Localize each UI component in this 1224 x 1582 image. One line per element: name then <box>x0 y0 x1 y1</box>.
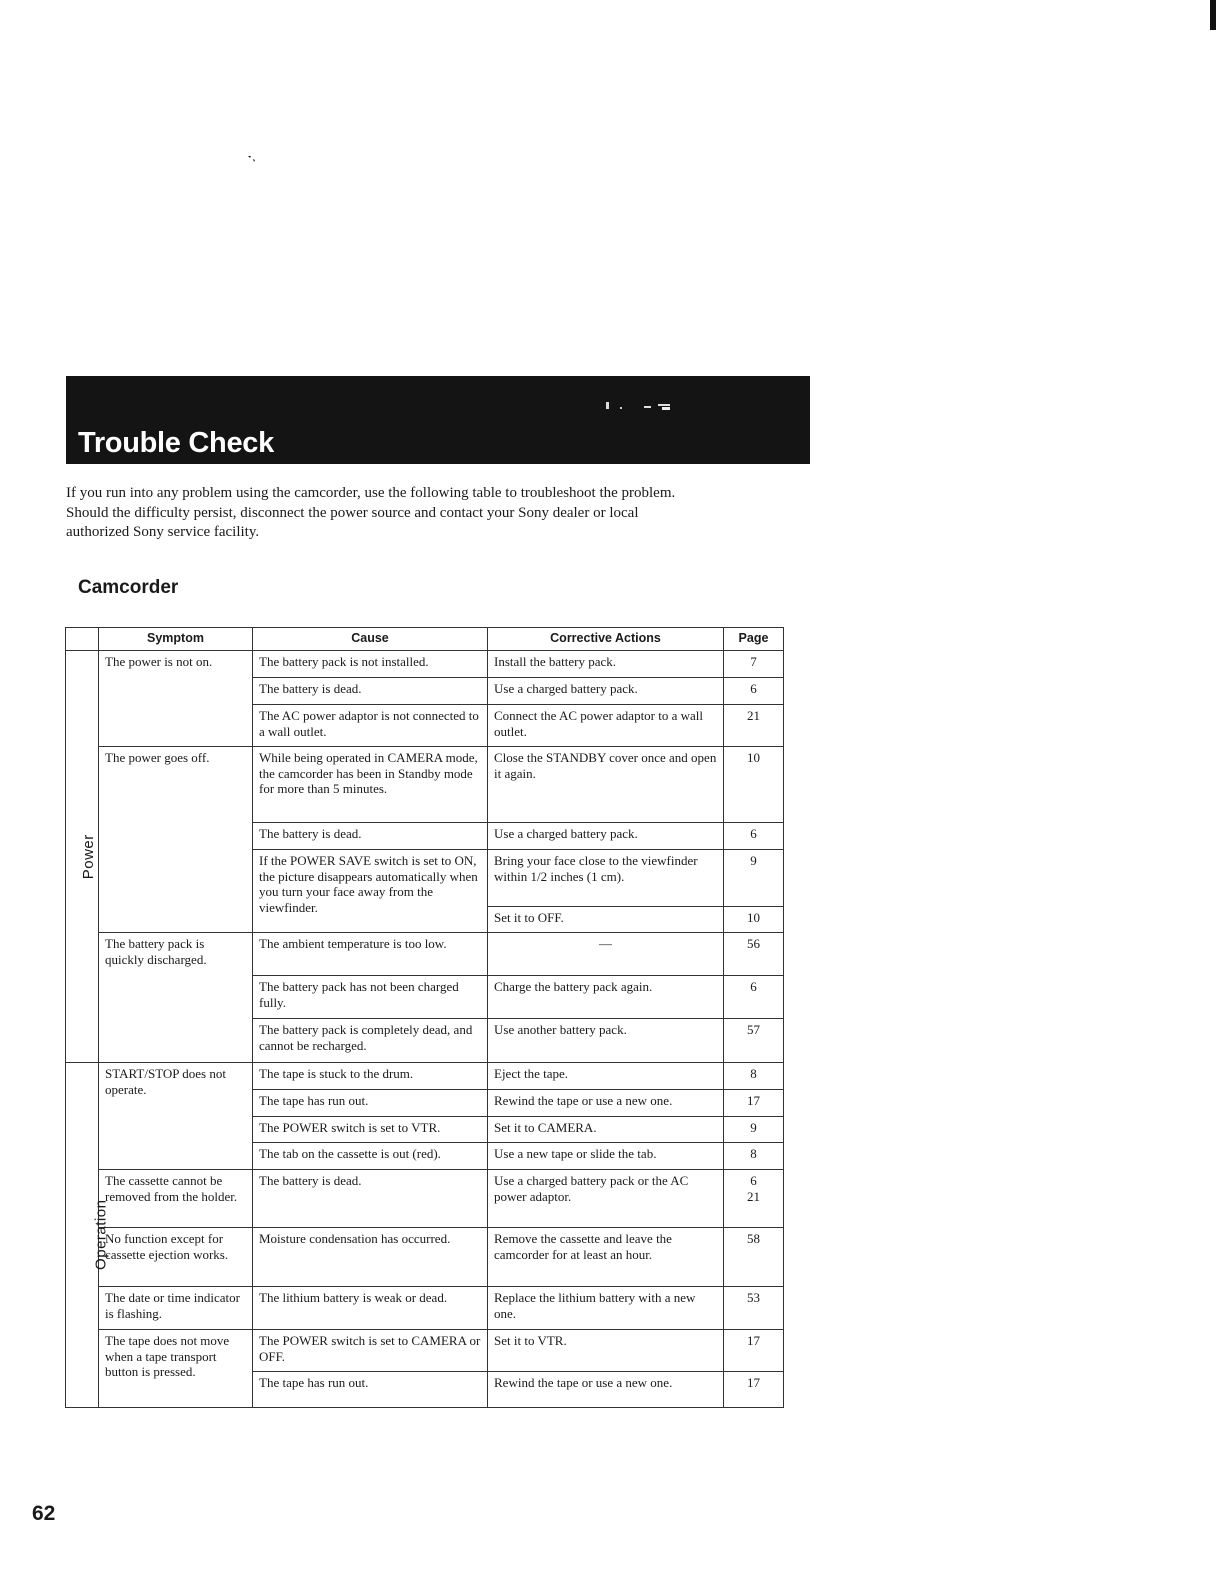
cause-cell: The ambient temperature is too low. <box>253 933 488 976</box>
cause-cell: The tape has run out. <box>253 1090 488 1117</box>
page-ref-cell: 9 <box>724 1117 784 1143</box>
action-cell: Use a charged battery pack. <box>488 678 724 705</box>
symptom-cell: The power goes off. <box>99 747 253 933</box>
action-cell: Use a new tape or slide the tab. <box>488 1143 724 1170</box>
intro-line: authorized Sony service facility. <box>66 524 260 540</box>
page-ref-cell: 53 <box>724 1287 784 1330</box>
page-ref-cell: 17 <box>724 1372 784 1408</box>
page-ref-cell <box>724 1170 784 1228</box>
table-row <box>66 933 784 976</box>
table-row <box>66 1287 784 1330</box>
group-operation <box>66 1063 110 1408</box>
section-title: Camcorder <box>78 577 179 598</box>
page-title: Trouble Check <box>78 427 274 459</box>
page-ref-cell: 17 <box>724 1330 784 1372</box>
cause-cell: The tape has run out. <box>253 1372 488 1408</box>
page-ref-cell: 21 <box>724 705 784 747</box>
cause-cell: The AC power adaptor is not connected to a wall outlet. <box>253 705 488 747</box>
header-actions: Corrective Actions <box>488 628 724 651</box>
table-row <box>66 1228 784 1287</box>
cause-cell: The battery pack is not installed. <box>253 651 488 678</box>
page-ref-cell: 57 <box>724 1019 784 1063</box>
page-ref-cell: 58 <box>724 1228 784 1287</box>
page-ref-cell: 17 <box>724 1090 784 1117</box>
cause-cell: The battery pack is completely dead, and cannot be recharged. <box>253 1019 488 1063</box>
action-cell: Rewind the tape or use a new one. <box>488 1090 724 1117</box>
symptom-cell: START/STOP does not operate. <box>99 1063 253 1170</box>
cause-cell: While being operated in CAMERA mode, the camcorder has been in Standby mode for more than 5 minutes. <box>253 747 488 823</box>
symptom-cell: The cassette cannot be removed from the holder. <box>99 1170 253 1228</box>
action-cell: Set it to VTR. <box>488 1330 724 1372</box>
cause-cell: The battery pack has not been charged fully. <box>253 976 488 1019</box>
page-ref-cell: 10 <box>724 747 784 823</box>
action-cell: Replace the lithium battery with a new one. <box>488 1287 724 1330</box>
page-ref-cell: 6 <box>724 678 784 705</box>
page-ref-cell: 56 <box>724 933 784 976</box>
action-cell: Rewind the tape or use a new one. <box>488 1372 724 1408</box>
title-banner <box>66 376 810 464</box>
action-cell: Set it to CAMERA. <box>488 1117 724 1143</box>
action-cell: Use a charged battery pack or the AC power adaptor. <box>488 1170 724 1228</box>
page-ref-cell: 8 <box>724 1063 784 1090</box>
header-page: Page <box>724 628 784 651</box>
cause-cell: The battery is dead. <box>253 823 488 850</box>
group-power <box>66 651 99 1063</box>
action-cell: — <box>488 933 724 976</box>
cause-cell: The POWER switch is set to CAMERA or OFF. <box>253 1330 488 1372</box>
cause-cell: Moisture condensation has occurred. <box>253 1228 488 1287</box>
action-cell: Use another battery pack. <box>488 1019 724 1063</box>
table-header-row <box>66 628 784 651</box>
cause-cell: The tape is stuck to the drum. <box>253 1063 488 1090</box>
table-row <box>66 1170 784 1228</box>
page-ref: 21 <box>747 1188 760 1204</box>
trouble-check-table <box>65 627 784 1408</box>
cause-cell: If the POWER SAVE switch is set to ON, the picture disappears automatically when you turn your face away from the viewfinder. <box>253 850 488 933</box>
symptom-cell: No function except for cassette ejection works. <box>99 1228 253 1287</box>
page-ref-cell: 6 <box>724 976 784 1019</box>
page-number: 62 <box>32 1502 56 1525</box>
header-cause: Cause <box>253 628 488 651</box>
page-ref-cell: 8 <box>724 1143 784 1170</box>
page-ref: 6 <box>750 1173 757 1188</box>
symptom-cell: The date or time indicator is flashing. <box>99 1287 253 1330</box>
action-cell: Bring your face close to the viewfinder within 1/2 inches (1 cm). <box>488 850 724 907</box>
header-group-cell <box>66 628 99 651</box>
table-row <box>66 651 784 678</box>
banner-specks <box>606 400 706 412</box>
scan-edge-mark <box>1210 0 1216 30</box>
page-ref-cell: 9 <box>724 850 784 907</box>
table-row <box>66 747 784 823</box>
action-cell: Use a charged battery pack. <box>488 823 724 850</box>
intro-line: If you run into any problem using the camcorder, use the following table to troubleshoot the problem. <box>66 485 676 501</box>
page-ref-cell: 7 <box>724 651 784 678</box>
action-cell: Install the battery pack. <box>488 651 724 678</box>
symptom-cell: The battery pack is quickly discharged. <box>99 933 253 1063</box>
cause-cell: The battery is dead. <box>253 678 488 705</box>
symptom-cell: The power is not on. <box>99 651 253 747</box>
action-cell: Eject the tape. <box>488 1063 724 1090</box>
scan-speck <box>247 155 256 163</box>
cause-cell: The lithium battery is weak or dead. <box>253 1287 488 1330</box>
cause-cell: The POWER switch is set to VTR. <box>253 1117 488 1143</box>
header-symptom: Symptom <box>99 628 253 651</box>
symptom-cell: The tape does not move when a tape transport button is pressed. <box>99 1330 253 1408</box>
table-row <box>66 1330 784 1372</box>
cause-cell: The tab on the cassette is out (red). <box>253 1143 488 1170</box>
action-cell: Set it to OFF. <box>488 907 724 933</box>
page-ref-cell: 10 <box>724 907 784 933</box>
group-label-power: Power <box>79 833 97 880</box>
page-ref-cell: 6 <box>724 823 784 850</box>
action-cell: Remove the cassette and leave the camcorder for at least an hour. <box>488 1228 724 1287</box>
action-cell: Charge the battery pack again. <box>488 976 724 1019</box>
action-cell: Connect the AC power adaptor to a wall outlet. <box>488 705 724 747</box>
table-row <box>66 1063 784 1090</box>
action-cell: Close the STANDBY cover once and open it again. <box>488 747 724 823</box>
intro-paragraph <box>66 484 806 543</box>
cause-cell: The battery is dead. <box>253 1170 488 1228</box>
intro-line: Should the difficulty persist, disconnect the power source and contact your Sony dealer or local <box>66 504 639 521</box>
group-label-operation: Operation <box>92 1199 110 1271</box>
